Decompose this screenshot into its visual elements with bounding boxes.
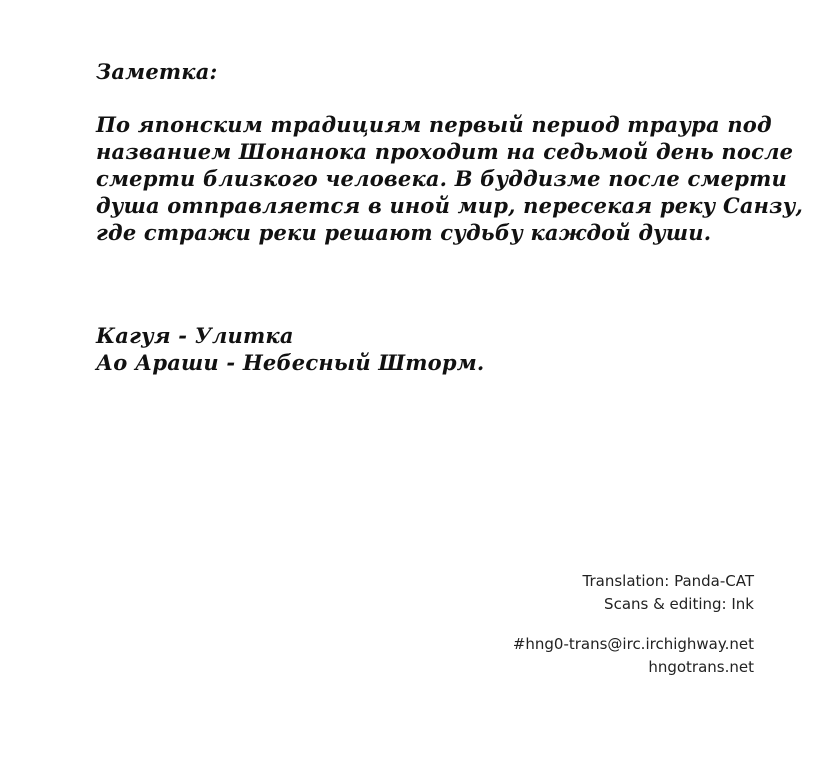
note-line: названием Шонанока проходит на седьмой день после [96, 139, 794, 164]
note-line: По японским традициям первый период траура под [96, 112, 772, 137]
credit-scans-editing: Scans & editing: Ink [604, 595, 754, 613]
credit-irc-channel: #hng0-trans@irc.irchighway.net [512, 635, 754, 653]
glossary-entry-ao-arashi: Ао Араши - Небесный Шторм. [96, 350, 485, 375]
glossary-entry-kaguya: Кагуя - Улитка [96, 323, 294, 348]
note-line: смерти близкого человека. В буддизме после смерти [96, 166, 787, 191]
credit-translation: Translation: Panda-CAT [582, 572, 754, 590]
note-body [96, 111, 804, 246]
note-heading: Заметка: [96, 59, 218, 84]
credit-website: hngotrans.net [648, 658, 754, 676]
glossary [96, 322, 484, 376]
note-line: душа отправляется в иной мир, пересекая реку Санзу, [96, 193, 804, 218]
note-line: где стражи реки решают судьбу каждой души. [96, 220, 712, 245]
credits [513, 570, 754, 679]
credits-spacer [513, 616, 754, 633]
